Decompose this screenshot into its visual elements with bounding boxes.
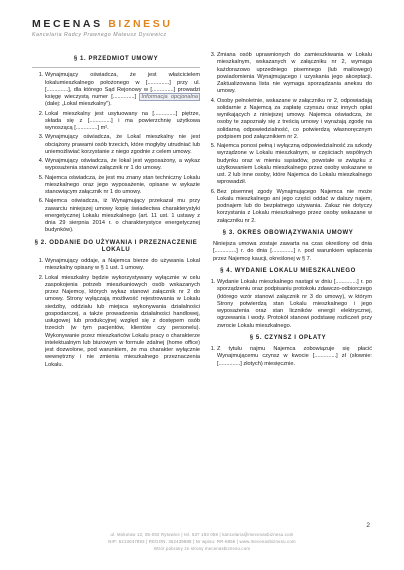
section-4-list xyxy=(204,279,372,330)
section-1-item-1-text: Wynajmujący oświadcza, że jest właścicielem lokalumieszkalnego położonego w [..............] przy ul. [..............], dla którego Sąd Rejonowy w [..............] prowadzi księgę wieczystą numer [..............] xyxy=(45,72,200,100)
section-2-item-1: 1. Wynajmujący oddaje, a Najemca bierze do używania Lokal mieszkalny opisany w § 1 ust. 1 umowy. xyxy=(45,258,200,273)
section-1-item-6: 6. Najemca oświadcza, iż Wynajmujący przekazał mu przy zawarciu niniejszej umowy kopię świadectwa charakterystyki energetycznej Lokalu mieszkalnego (art. 11 ust. 1 ustawy z dnia 29 sierpnia 2014 r. o charakterystyce energetycznej budynków). xyxy=(45,198,200,234)
section-3-title: § 3. OKRES OBOWIĄZYWANIA UMOWY xyxy=(222,229,354,236)
section-2-list-continued xyxy=(204,52,372,225)
brand-tagline: Kancelaria Radcy Prawnego Mateusz Dysiewicz xyxy=(32,32,167,38)
footer-registry-line: NIP: 5213047893 | REGON: 362439888 | Nr wpisu: RR-6856 | www.mecenasbiznesu.com xyxy=(108,539,296,544)
section-1-title: § 1. PRZEDMIOT UMOWY xyxy=(73,56,159,62)
section-1-item-5: 5. Najemca oświadcza, że jest mu znany stan techniczny Lokalu mieszkalnego oraz jego wyposażenie, opisane w wykazie stanowiącym załącznik nr 1 do umowy. xyxy=(45,175,200,197)
section-divider xyxy=(32,67,200,68)
section-2-item-3: 3. Zmiana osób uprawnionych do zamieszkiwania w Lokalu mieszkalnym, wskazanych w załączniku nr 2, wymaga każdorazowo uprzedniego pisemnego (lub mailowego) powiadomienia Wynajmującego i uzyskania jego akceptacji. Zaktualizowana lista nie wymaga sporządzania aneksu do umowy. xyxy=(217,52,372,96)
section-5-list xyxy=(204,346,372,368)
section-2-title: § 2. ODDANIE DO UŻYWANIA I PRZEZNACZENIE LOKALU xyxy=(34,239,198,253)
section-5-item-1: 1. Z tytułu najmu Najemca zobowiązuje się płacić Wynajmującemu czynsz w kwocie [..............] zł (słownie: [..............] złotych) miesięcznie. xyxy=(217,346,372,368)
section-1-list xyxy=(32,72,200,234)
footer-source-line: Wzór pobrany ze strony mecenasbiznesu.com xyxy=(153,546,251,551)
section-1-item-1 xyxy=(45,72,200,108)
section-2-item-4: 4. Osoby pełnoletnie, wskazane w załączniku nr 2, odpowiadają solidarnie z Najemcą za zapłatę czynszu oraz innych opłat wynikających z niniejszej umowy. Najemca oświadcza, że osoby te zapoznały się z treścią umowy i wyrażają zgodę na solidarną odpowiedzialność, co potwierdzą własnoręcznym podpisem pod załącznikiem nr 2. xyxy=(217,98,372,142)
page-number: 2 xyxy=(366,522,370,529)
brand-name-part1: MECENAS xyxy=(32,18,109,30)
section-2-list xyxy=(32,258,200,369)
section-5-title: § 5. CZYNSZ I OPŁATY xyxy=(249,334,327,341)
optional-info-field[interactable]: Informacja opcjonalna xyxy=(141,94,198,100)
section-1-item-1-text-end: (dalej: „Lokal mieszkalny"). xyxy=(45,101,112,108)
section-4-item-1: 1. Wydanie Lokalu mieszkalnego nastąpi w dniu [..............] r. po sporządzeniu oraz podpisaniu protokołu zdawczo-odbiorczego (którego wzór stanowi załącznik nr 3 do umowy), w którym Strony potwierdzą stan Lokalu mieszkalnego i jego wyposażenia oraz stan liczników energii elektrycznej, ogrzewania i wody. Protokół stanowi podstawę rozliczeń przy zwrocie Lokalu mieszkalnego. xyxy=(217,279,372,330)
section-1-item-3: 3. Wynajmujący oświadcza, że Lokal mieszkalny nie jest obciążony prawami osób trzecich, które mogłyby utrudniać lub uniemożliwiać korzystanie z niego zgodnie z celem umowy. xyxy=(45,134,200,156)
section-4-title: § 4. WYDANIE LOKALU MIESZKALNEGO xyxy=(220,267,356,274)
brand-logo xyxy=(32,18,173,30)
section-3-text: Niniejsza umowa zostaje zawarta na czas określony od dnia [..............] r. do dnia [..............] r. pod warunkiem wpłacenia przez Najemcę kaucji, określonej w § 7. xyxy=(213,241,372,262)
section-1-item-2: 2. Lokal mieszkalny jest usytuowany na [..............] piętrze, składa się z [..............] i ma powierzchnię użytkowa wynoszącą [..............] m². xyxy=(45,111,200,133)
section-1-item-4: 4. Wynajmujący oświadcza, że lokal jest wyposażony, a wykaz wyposażenia stanowi załącznik nr 1 do umowy. xyxy=(45,158,200,173)
footer-contact-line: ul. Mokotow 12, 05-092 Rytowice | tel. 537 193 058 | kancelaria@mecenasbiznesu.com xyxy=(110,532,294,537)
right-column xyxy=(204,52,372,370)
left-column xyxy=(32,52,200,371)
section-2-item-5: 5. Najemca ponosi pełną i wyłączną odpowiedzialność za szkody wyrządzone w Lokalu mieszkalnym, w częściach wspólnych budynku oraz w mieniu sąsiadów, powstałe w związku z użytkowaniem Lokalu mieszkalnego przez osoby wskazane w ust. 2 lub inne osoby, które Najemca do Lokalu mieszkalnego wprowadził. xyxy=(217,143,372,187)
brand-name-part2: BIZNESU xyxy=(108,18,173,30)
section-2-item-2: 2. Lokal mieszkalny będzie wykorzystywany wyłącznie w celu zaspokojenia potrzeb mieszkaniowych osób wskazanych przez Najemcę, których wykaz stanowi załącznik nr 2 do umowy. Strony wyłączają możliwość rejestrowania w Lokalu siedziby, oddziału lub miejsca wykonywania działalności gospodarczej, a także prowadzenia działalności handlowej, usługowej lub produkcyjnej względ się z dostępem osób trzecich (w tym pacjentów, klientów czy personelu). Wykonywanie przez mieszkańców Lokalu pracy o charakterze intelektualnym lub biurowym w formule zdalnej (home office) jest dozwolone, pod warunkiem, że ma charakter wyłącznie wewnętrzny i nie zmienia mieszkalnego przeznaczenia Lokalu. xyxy=(45,275,200,369)
section-2-item-6: 6. Bez pisemnej zgody Wynajmującego Najemca nie może Lokalu mieszkalnego ani jego części oddać w dalszy najem, podnajem lub do bezpłatnego używania. Zakaz nie dotyczy korzystania z Lokalu mieszkalnego przez osoby wskazane w załączniku nr 2. xyxy=(217,189,372,225)
